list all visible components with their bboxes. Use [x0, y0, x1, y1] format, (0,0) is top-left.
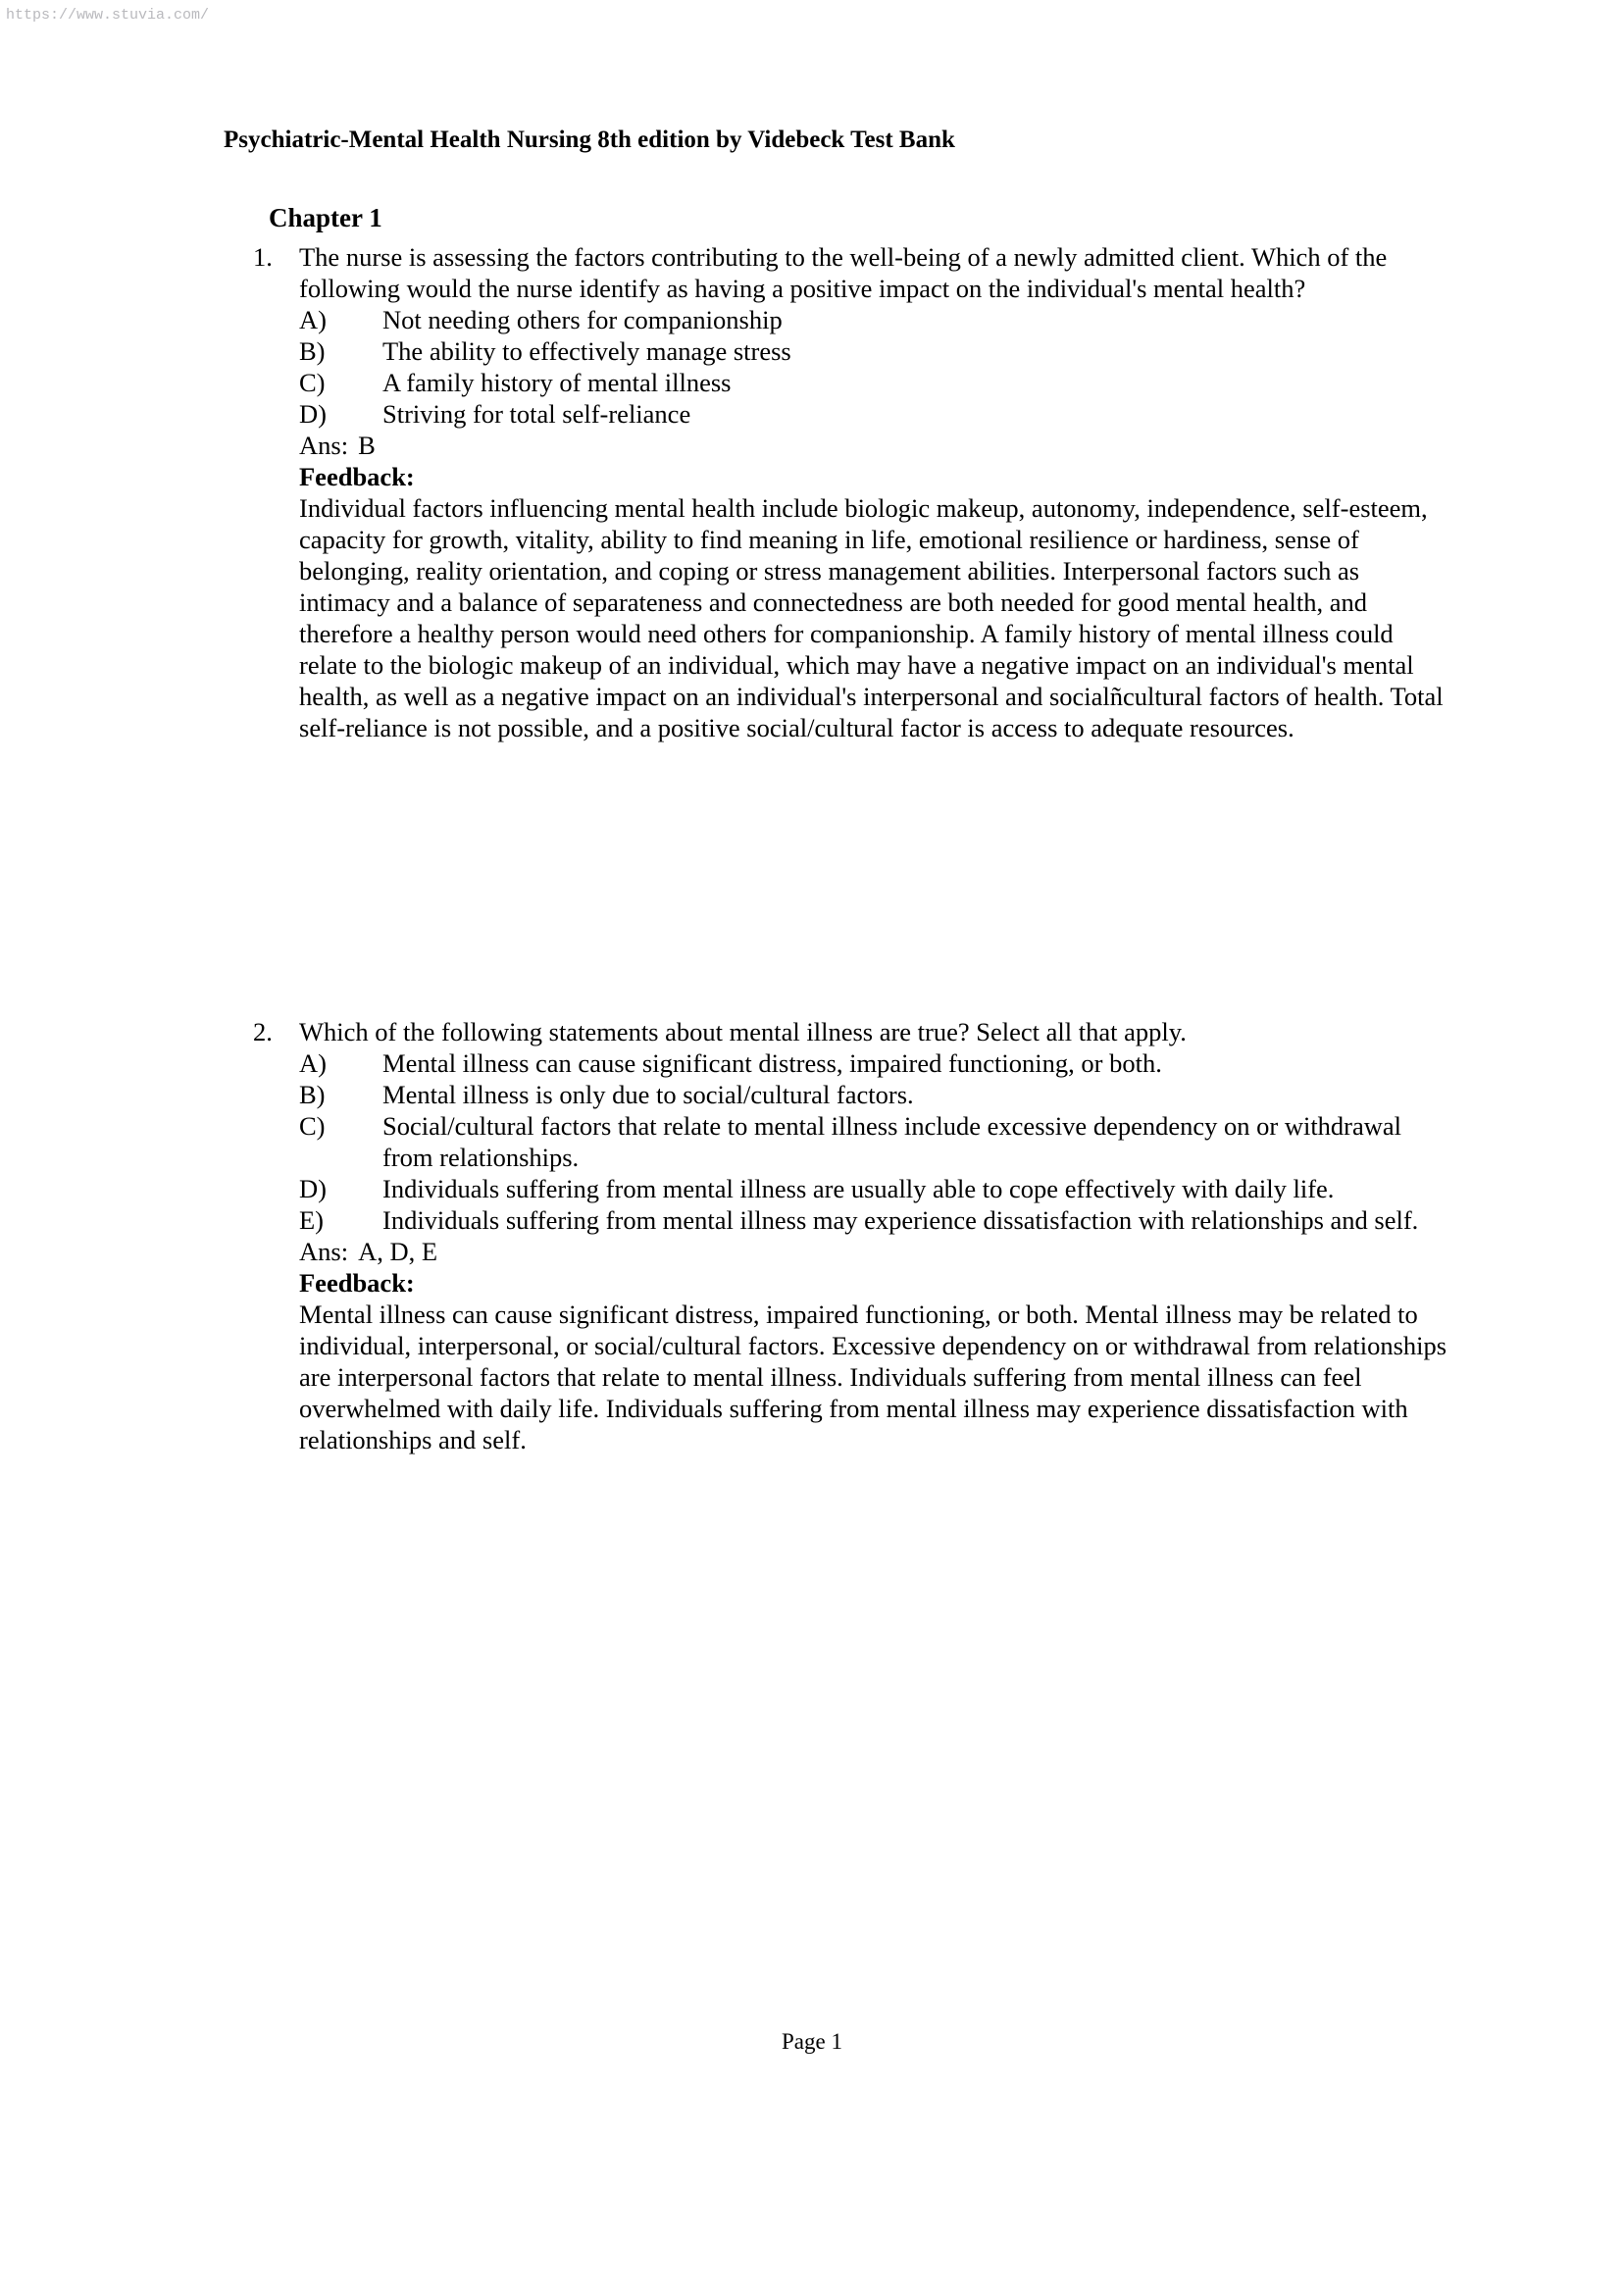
option-text: Individuals suffering from mental illness are usually able to cope effectively with daily life. — [382, 1174, 1335, 1203]
answer-label: Ans: — [299, 1237, 349, 1266]
stuvia-watermark-url: https://www.stuvia.com/ — [6, 7, 210, 24]
question-item — [0, 241, 1624, 743]
answer-option[interactable] — [0, 1047, 1624, 1079]
answer-value: B — [358, 431, 376, 460]
feedback-label: Feedback: — [299, 1268, 415, 1298]
answer-option[interactable] — [0, 398, 1624, 430]
option-letter: A) — [299, 305, 327, 334]
option-text: Mental illness is only due to social/cultural factors. — [382, 1080, 914, 1109]
feedback-text: Individual factors influencing mental health include biologic makeup, autonomy, independence, self-esteem, capacity for growth, vitality, ability to find meaning in life, emotional resilience or hardiness, sense of belonging, reality orientation, and coping or stress management abilities. Interpersonal factors such as intimacy and a balance of separateness and connectedness are both needed for good mental health, and therefore a healthy person would need others for companionship. A family history of mental illness could relate to the biologic makeup of an individual, which may have a negative impact on an individual's mental health, as well as a negative impact on an individual's interpersonal and socialñcultural factors of health. Total self-reliance is not possible, and a positive social/cultural factor is access to adequate resources. — [299, 493, 1444, 742]
answer-option[interactable] — [0, 1173, 1624, 1204]
answer-option[interactable] — [0, 304, 1624, 335]
question-stem — [0, 241, 1624, 304]
answer-line — [0, 1236, 1624, 1267]
option-letter: B) — [299, 1080, 326, 1109]
answer-value: A, D, E — [358, 1237, 438, 1266]
question-stem-text: The nurse is assessing the factors contributing to the well-being of a newly admitted client. Which of the following would the nurse identify as having a positive impact on the individual's mental health? — [299, 242, 1388, 303]
question-number: 2. — [253, 1017, 273, 1046]
answer-option[interactable] — [0, 1079, 1624, 1110]
question-stem — [0, 1016, 1624, 1047]
answer-option[interactable] — [0, 367, 1624, 398]
answer-option[interactable] — [0, 1110, 1624, 1173]
feedback-text: Mental illness can cause significant distress, impaired functioning, or both. Mental illness may be related to individual, interpersonal, or social/cultural factors. Excessive dependency on or withdrawal from relationships are interpersonal factors that relate to mental illness. Individuals suffering from mental illness can feel overwhelmed with daily life. Individuals suffering from mental illness may experience dissatisfaction with relationships and self. — [299, 1300, 1447, 1454]
option-text: Social/cultural factors that relate to mental illness include excessive dependency on or withdrawal from relationships. — [382, 1111, 1402, 1172]
page-title: Psychiatric-Mental Health Nursing 8th edition by Videbeck Test Bank — [224, 127, 955, 153]
option-text: Not needing others for companionship — [382, 305, 783, 334]
question-item — [0, 1016, 1624, 1455]
option-letter: C) — [299, 1111, 326, 1141]
answer-line — [0, 430, 1624, 461]
option-letter: D) — [299, 1174, 327, 1203]
chapter-heading: Chapter 1 — [269, 203, 382, 232]
option-text: A family history of mental illness — [382, 368, 732, 397]
option-text: Striving for total self-reliance — [382, 399, 691, 429]
option-letter: D) — [299, 399, 327, 429]
option-letter: E) — [299, 1205, 325, 1235]
answer-option[interactable] — [0, 335, 1624, 367]
option-letter: C) — [299, 368, 326, 397]
answer-option[interactable] — [0, 1204, 1624, 1236]
option-letter: B) — [299, 336, 326, 366]
option-text: Individuals suffering from mental illness may experience dissatisfaction with relationships and self. — [382, 1205, 1419, 1235]
answer-label: Ans: — [299, 431, 349, 460]
option-text: Mental illness can cause significant distress, impaired functioning, or both. — [382, 1048, 1162, 1078]
question-number: 1. — [253, 242, 273, 272]
option-letter: A) — [299, 1048, 327, 1078]
page-footer: Page 1 — [782, 2029, 842, 2054]
answer-options-list — [0, 1047, 1624, 1236]
question-stem-text: Which of the following statements about mental illness are true? Select all that apply. — [299, 1017, 1187, 1046]
answer-options-list — [0, 304, 1624, 430]
feedback-label: Feedback: — [299, 462, 415, 491]
option-text: The ability to effectively manage stress — [382, 336, 791, 366]
